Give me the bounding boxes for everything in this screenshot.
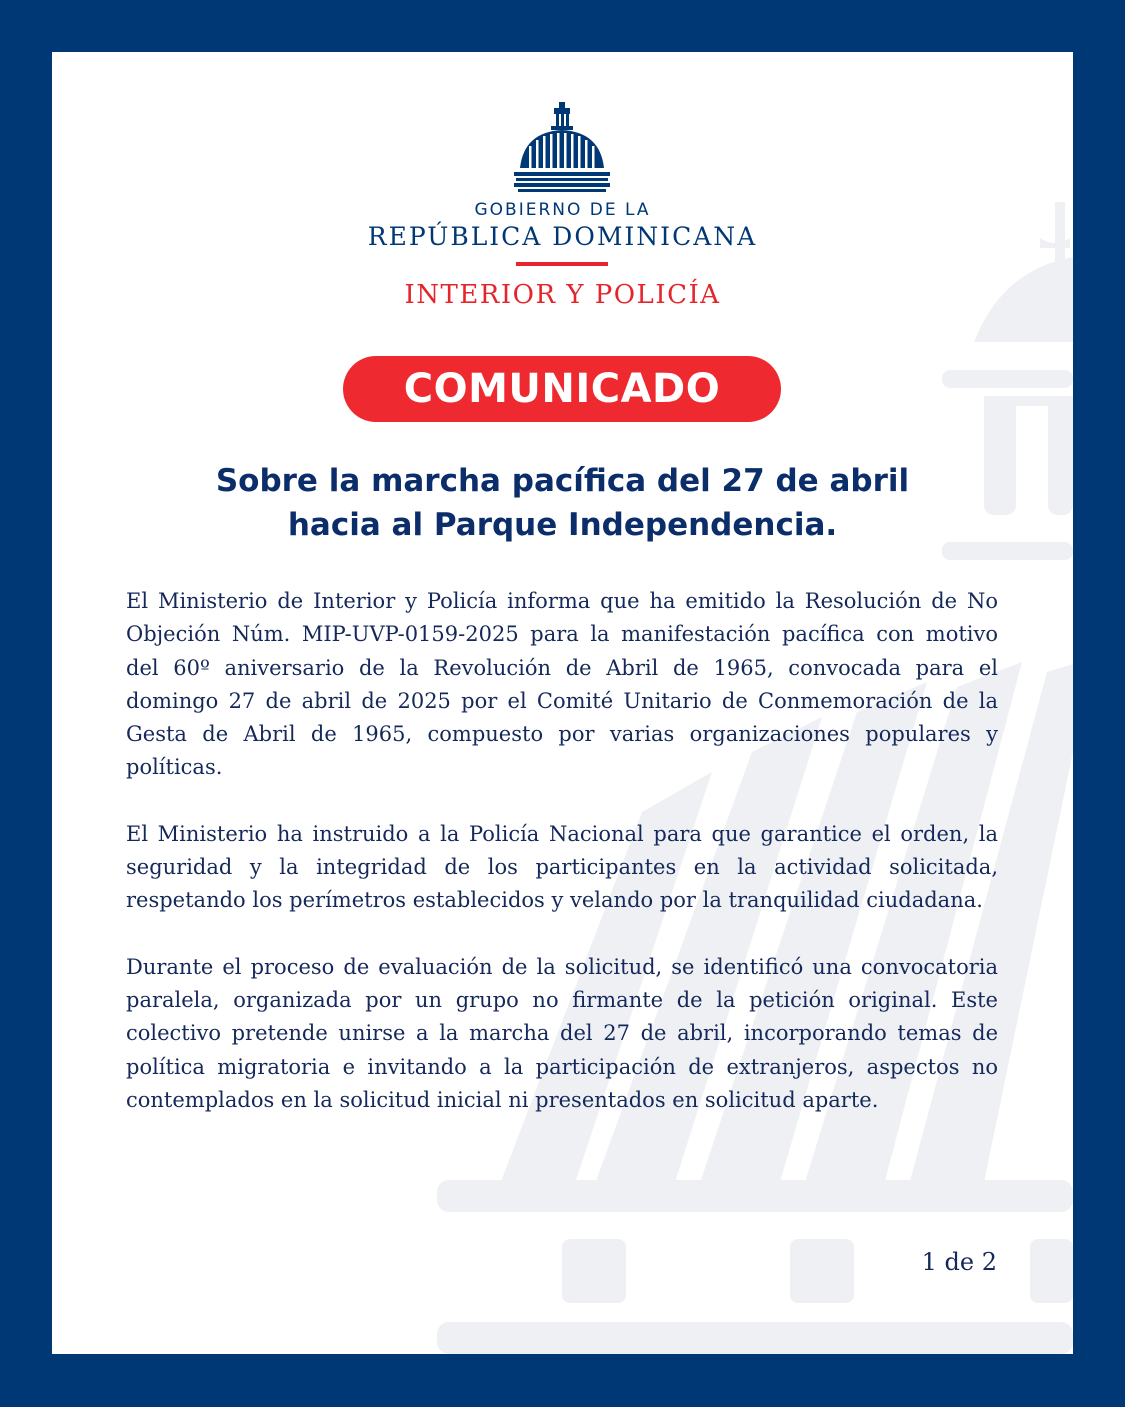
capitol-dome-icon (514, 102, 610, 194)
headline-line-1: Sobre la marcha pacífica del 27 de abril (215, 463, 910, 499)
country-name: REPÚBLICA DOMINICANA (367, 222, 758, 251)
government-label: GOBIERNO DE LA (474, 200, 651, 220)
paragraph-3: Durante el proceso de evaluación de la solicitud, se identificó una convocatoria paralela, organizada por un grupo no firmante de la petición original. Este colectivo pretende unirse a la marcha del 27 de abril, incorporando temas de política migratoria e invitando a la participación de extranjeros, aspectos no contemplados en la solicitud inicial ni presentados en solicitud aparte. (126, 954, 998, 1112)
header-divider (516, 262, 608, 266)
ministry-name: INTERIOR Y POLICÍA (404, 280, 721, 310)
paragraph-1: El Ministerio de Interior y Policía informa que ha emitido la Resolución de No Objeción Núm. MIP-UVP-0159-2025 para la manifestación pacífica con motivo del 60º aniversario de la Revolución de Abril de 1965, convocada para el domingo 27 de abril de 2025 por el Comité Unitario de Conmemoración de la Gesta de Abril de 1965, compuesto por varias organizaciones populares y políticas. (126, 589, 998, 780)
paragraph-2: El Ministerio ha instruido a la Policía Nacional para que garantice el orden, la seguridad y la integridad de los participantes en la actividad solicitada, respetando los perímetros establecidos y velando por la tranquilidad ciudadana. (126, 821, 998, 913)
headline (112, 459, 1013, 547)
communique-badge: COMUNICADO (343, 356, 781, 422)
page-number: 1 de 2 (921, 1248, 997, 1276)
communique-card (52, 52, 1073, 1354)
headline-line-2: hacia al Parque Independencia. (287, 507, 838, 543)
body-text (126, 585, 998, 1150)
